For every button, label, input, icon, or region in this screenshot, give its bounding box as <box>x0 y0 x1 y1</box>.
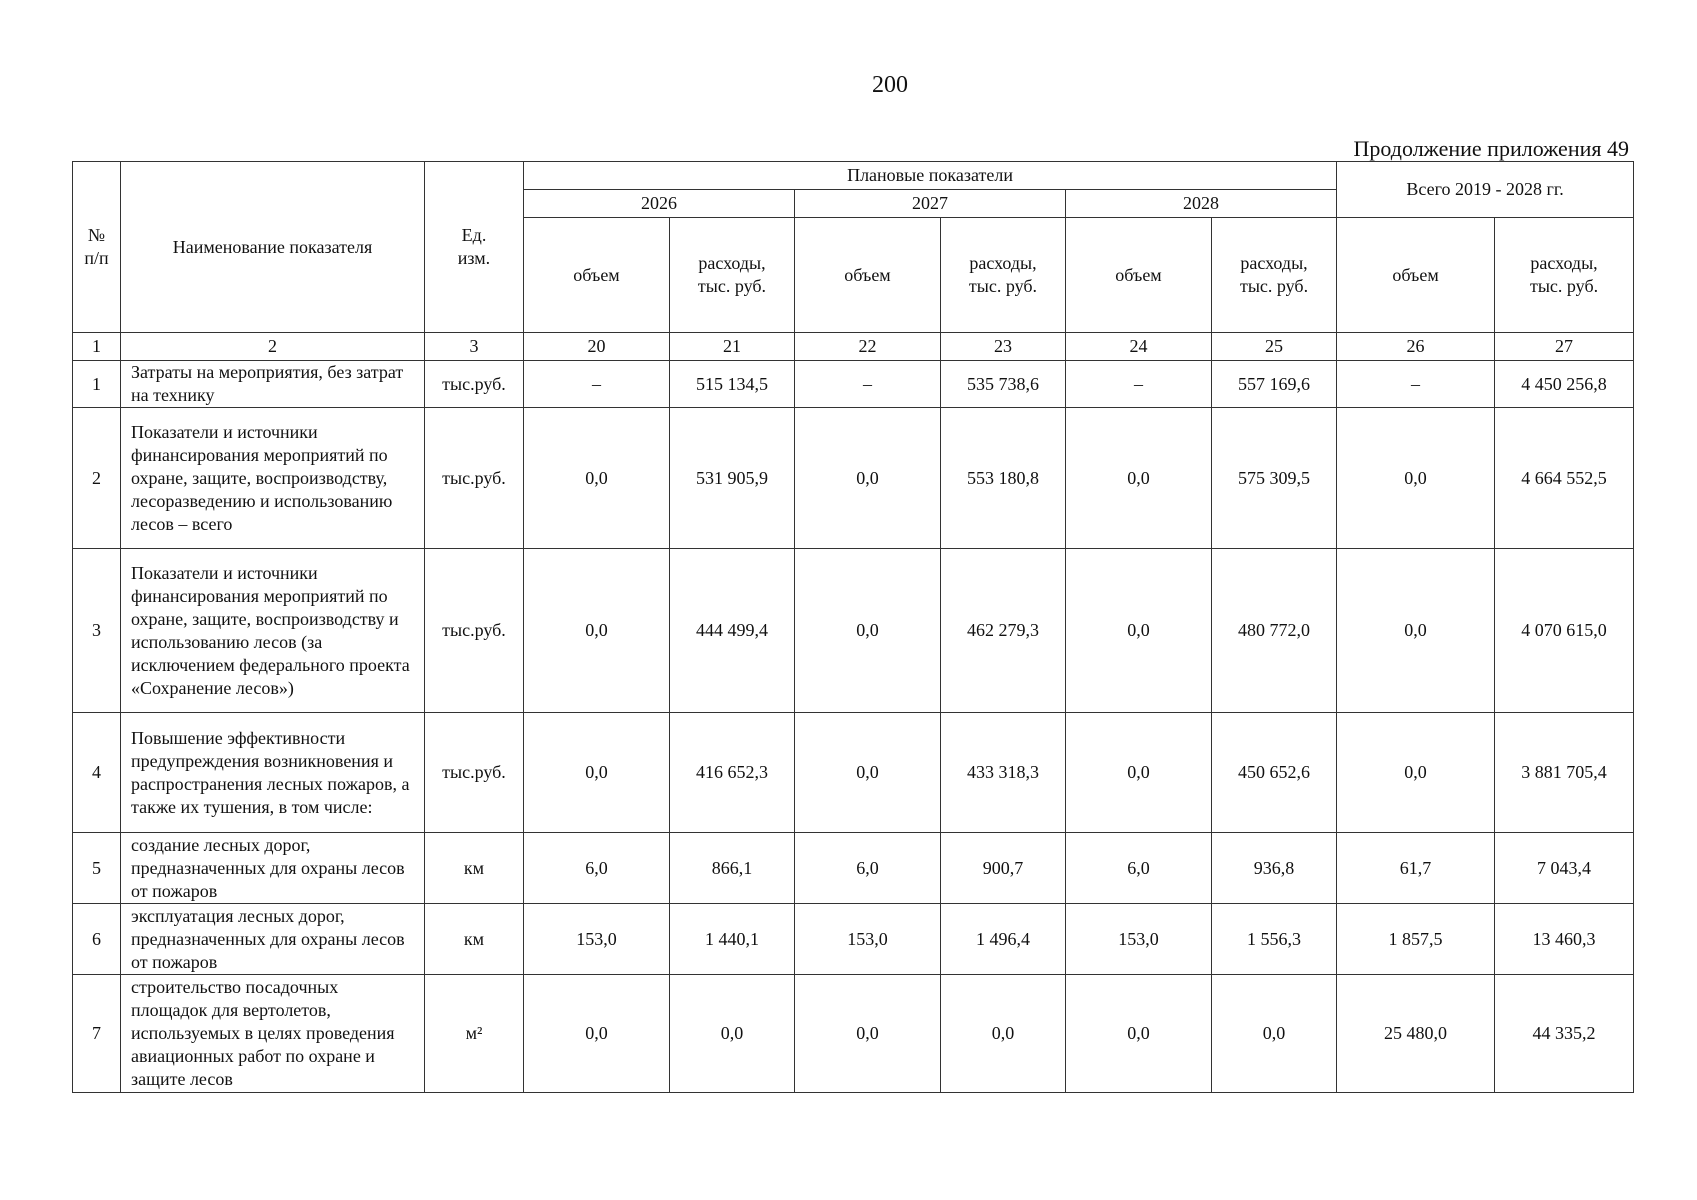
cell-2027-volume: 153,0 <box>795 904 941 975</box>
cell-2028-volume: 0,0 <box>1066 408 1212 549</box>
header-expenses: расходы, тыс. руб. <box>1212 218 1337 333</box>
cell-2026-expenses: 416 652,3 <box>670 713 795 833</box>
cell-2028-expenses: 557 169,6 <box>1212 361 1337 408</box>
cell-2027-volume: 0,0 <box>795 408 941 549</box>
row-num: 6 <box>73 904 121 975</box>
cell-2028-volume: 153,0 <box>1066 904 1212 975</box>
column-number: 20 <box>524 333 670 361</box>
row-name: создание лесных дорог, предназначенных для охраны лесов от пожаров <box>121 833 425 904</box>
cell-total-expenses: 44 335,2 <box>1495 975 1634 1093</box>
indicators-table <box>72 161 1634 1093</box>
column-number: 23 <box>941 333 1066 361</box>
page-number: 200 <box>872 72 908 98</box>
cell-2027-expenses: 433 318,3 <box>941 713 1066 833</box>
cell-total-expenses: 13 460,3 <box>1495 904 1634 975</box>
row-num: 3 <box>73 549 121 713</box>
cell-2028-expenses: 936,8 <box>1212 833 1337 904</box>
row-num: 1 <box>73 361 121 408</box>
cell-2027-volume: 0,0 <box>795 549 941 713</box>
cell-total-volume: 0,0 <box>1337 408 1495 549</box>
cell-2026-expenses: 1 440,1 <box>670 904 795 975</box>
cell-total-expenses: 4 450 256,8 <box>1495 361 1634 408</box>
cell-2028-volume: 6,0 <box>1066 833 1212 904</box>
cell-2028-volume: 0,0 <box>1066 975 1212 1093</box>
cell-total-volume: 25 480,0 <box>1337 975 1495 1093</box>
cell-total-expenses: 4 664 552,5 <box>1495 408 1634 549</box>
cell-total-volume: 1 857,5 <box>1337 904 1495 975</box>
cell-2028-expenses: 0,0 <box>1212 975 1337 1093</box>
header-year-2028: 2028 <box>1066 190 1337 218</box>
row-num: 4 <box>73 713 121 833</box>
row-name: Показатели и источники финансирования мероприятий по охране, защите, воспроизводству, лесоразведению и использованию лесов – всего <box>121 408 425 549</box>
row-unit: м² <box>425 975 524 1093</box>
row-num: 7 <box>73 975 121 1093</box>
cell-2026-expenses: 531 905,9 <box>670 408 795 549</box>
cell-2028-expenses: 575 309,5 <box>1212 408 1337 549</box>
cell-total-expenses: 7 043,4 <box>1495 833 1634 904</box>
cell-2027-volume: 0,0 <box>795 975 941 1093</box>
row-num: 2 <box>73 408 121 549</box>
table-row <box>73 713 1634 833</box>
header-volume: объем <box>795 218 941 333</box>
row-unit: тыс.руб. <box>425 713 524 833</box>
table-row <box>73 408 1634 549</box>
column-number: 21 <box>670 333 795 361</box>
cell-2027-expenses: 535 738,6 <box>941 361 1066 408</box>
header-name: Наименование показателя <box>121 162 425 333</box>
table-row <box>73 975 1634 1093</box>
cell-total-volume: 0,0 <box>1337 549 1495 713</box>
row-name: эксплуатация лесных дорог, предназначенных для охраны лесов от пожаров <box>121 904 425 975</box>
cell-2026-volume: 0,0 <box>524 975 670 1093</box>
header-volume: объем <box>524 218 670 333</box>
cell-2028-volume: 0,0 <box>1066 713 1212 833</box>
row-unit: тыс.руб. <box>425 549 524 713</box>
header-num: № п/п <box>73 162 121 333</box>
column-number: 26 <box>1337 333 1495 361</box>
cell-2026-volume: 0,0 <box>524 408 670 549</box>
cell-2027-expenses: 462 279,3 <box>941 549 1066 713</box>
cell-2027-volume: – <box>795 361 941 408</box>
table-row <box>73 549 1634 713</box>
row-unit: км <box>425 833 524 904</box>
header-volume: объем <box>1337 218 1495 333</box>
cell-total-volume: – <box>1337 361 1495 408</box>
header-plan: Плановые показатели <box>524 162 1337 190</box>
cell-2027-volume: 6,0 <box>795 833 941 904</box>
table-row <box>73 833 1634 904</box>
cell-2028-expenses: 480 772,0 <box>1212 549 1337 713</box>
row-num: 5 <box>73 833 121 904</box>
cell-2027-expenses: 1 496,4 <box>941 904 1066 975</box>
cell-2026-volume: 153,0 <box>524 904 670 975</box>
column-number: 25 <box>1212 333 1337 361</box>
column-number: 24 <box>1066 333 1212 361</box>
cell-total-expenses: 3 881 705,4 <box>1495 713 1634 833</box>
cell-2027-expenses: 0,0 <box>941 975 1066 1093</box>
cell-2026-expenses: 0,0 <box>670 975 795 1093</box>
header-expenses: расходы, тыс. руб. <box>1495 218 1634 333</box>
table-row <box>73 361 1634 408</box>
cell-2027-expenses: 900,7 <box>941 833 1066 904</box>
column-number: 1 <box>73 333 121 361</box>
cell-2026-volume: – <box>524 361 670 408</box>
cell-2026-expenses: 444 499,4 <box>670 549 795 713</box>
header-expenses: расходы, тыс. руб. <box>941 218 1066 333</box>
header-total: Всего 2019 - 2028 гг. <box>1337 162 1634 218</box>
table-row <box>73 904 1634 975</box>
cell-2026-volume: 0,0 <box>524 713 670 833</box>
row-name: Затраты на мероприятия, без затрат на технику <box>121 361 425 408</box>
header-year-2027: 2027 <box>795 190 1066 218</box>
cell-total-volume: 61,7 <box>1337 833 1495 904</box>
cell-2028-volume: 0,0 <box>1066 549 1212 713</box>
cell-2028-expenses: 450 652,6 <box>1212 713 1337 833</box>
cell-total-volume: 0,0 <box>1337 713 1495 833</box>
column-number: 22 <box>795 333 941 361</box>
row-name: строительство посадочных площадок для вертолетов, используемых в целях проведения авиационных работ по охране и защите лесов <box>121 975 425 1093</box>
cell-2026-volume: 0,0 <box>524 549 670 713</box>
column-number: 2 <box>121 333 425 361</box>
header-expenses: расходы, тыс. руб. <box>670 218 795 333</box>
cell-2028-volume: – <box>1066 361 1212 408</box>
cell-2027-volume: 0,0 <box>795 713 941 833</box>
cell-total-expenses: 4 070 615,0 <box>1495 549 1634 713</box>
cell-2026-expenses: 515 134,5 <box>670 361 795 408</box>
column-number: 27 <box>1495 333 1634 361</box>
continuation-caption: Продолжение приложения 49 <box>1353 136 1629 161</box>
cell-2026-expenses: 866,1 <box>670 833 795 904</box>
header-unit: Ед. изм. <box>425 162 524 333</box>
column-number: 3 <box>425 333 524 361</box>
row-unit: км <box>425 904 524 975</box>
row-unit: тыс.руб. <box>425 408 524 549</box>
row-name: Показатели и источники финансирования мероприятий по охране, защите, воспроизводству и использованию лесов (за исключением федерального проекта «Сохранение лесов») <box>121 549 425 713</box>
cell-2028-expenses: 1 556,3 <box>1212 904 1337 975</box>
header-year-2026: 2026 <box>524 190 795 218</box>
row-unit: тыс.руб. <box>425 361 524 408</box>
column-number-row <box>73 333 1634 361</box>
header-volume: объем <box>1066 218 1212 333</box>
row-name: Повышение эффективности предупреждения возникновения и распространения лесных пожаров, а также их тушения, в том числе: <box>121 713 425 833</box>
cell-2026-volume: 6,0 <box>524 833 670 904</box>
cell-2027-expenses: 553 180,8 <box>941 408 1066 549</box>
